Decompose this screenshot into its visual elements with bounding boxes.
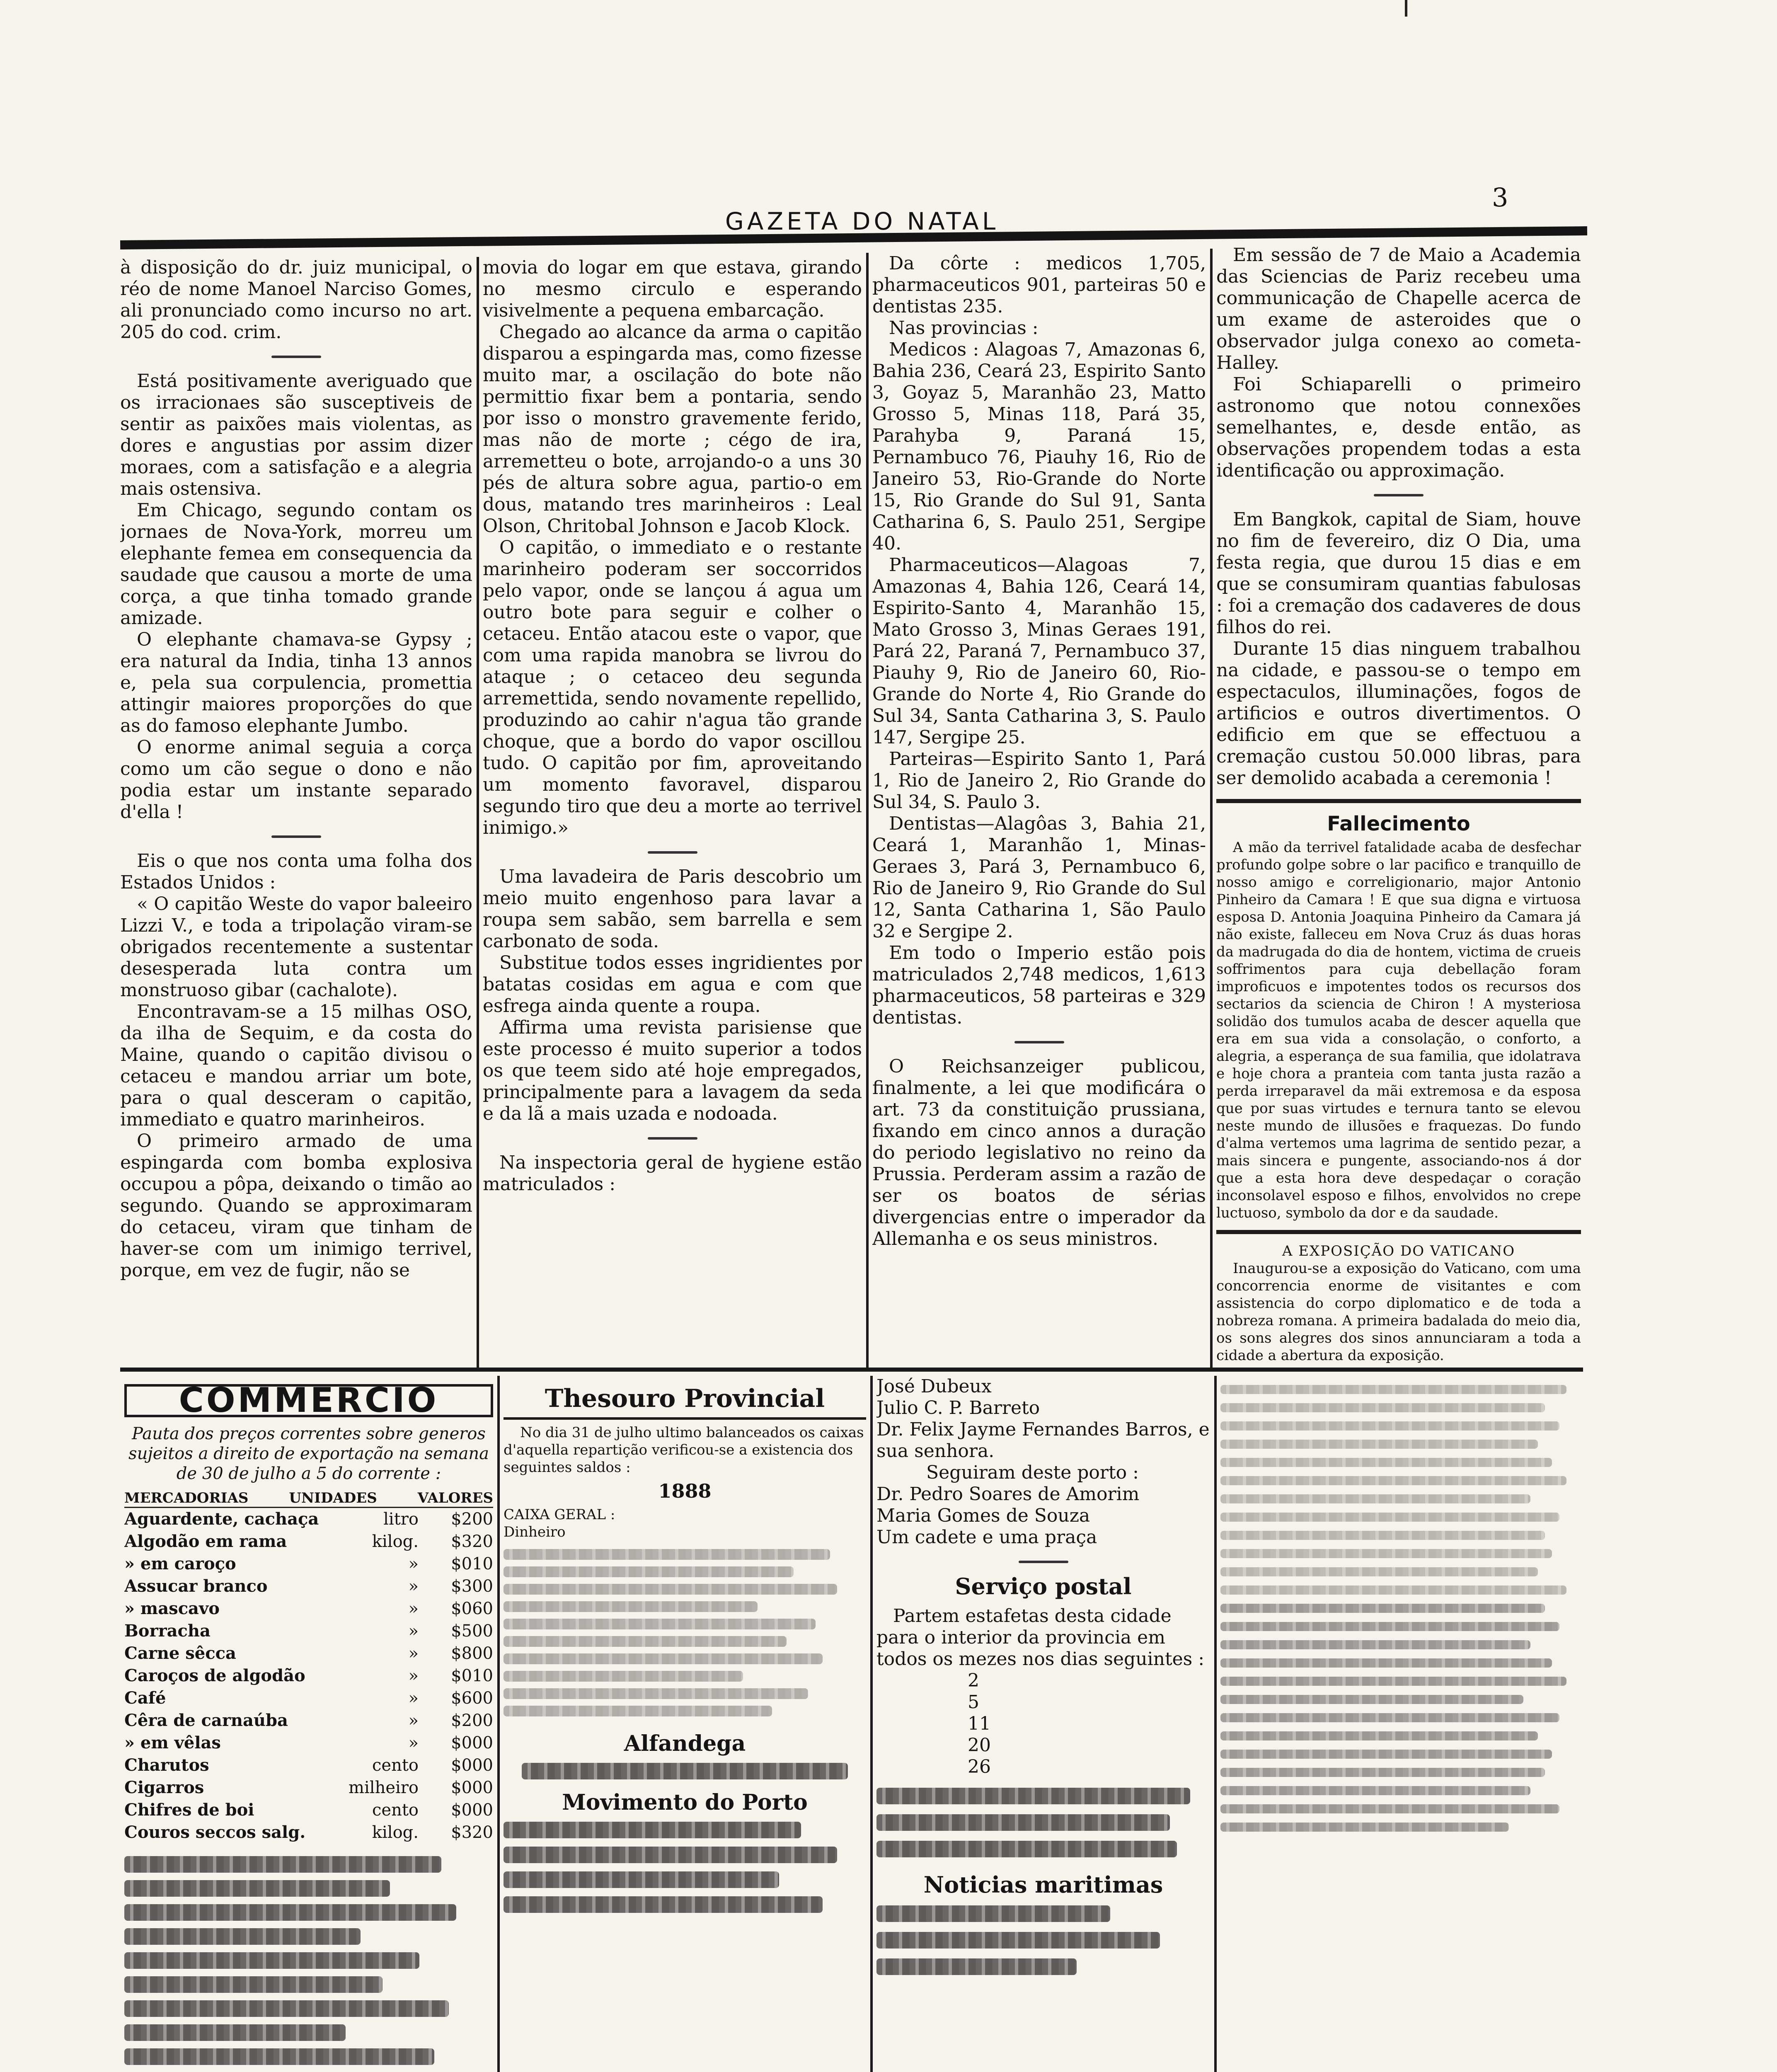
separator (1014, 1041, 1064, 1043)
commercio-value: $010 (451, 1666, 493, 1685)
section-divider (120, 1368, 1583, 1372)
illegible-row (504, 1549, 830, 1560)
article-paragraph: Dentistas—Alagôas 3, Bahia 21, Ceará 1, Maranhão 1, Minas-Geraes 3, Pará 3, Pernambuco 6, Rio de Janeiro 9, Rio Grande do Sul 12, Santa Catharina 1, São Paulo 32 e Sergipe 2. (872, 813, 1206, 942)
separator (648, 1137, 697, 1140)
commercio-item: Carne sêcca (124, 1644, 236, 1663)
commercio-value: $300 (451, 1577, 493, 1596)
commercio-row (124, 1687, 493, 1709)
exposicao-title: A EXPOSIÇÃO DO VATICANO (1282, 1243, 1516, 1259)
commercio-item: Algodão em rama (124, 1532, 287, 1551)
illegible-row (504, 1871, 779, 1888)
illegible-row (504, 1566, 794, 1577)
passenger-name: José Dubeux (876, 1376, 992, 1397)
column-rule (497, 1376, 500, 2072)
illegible-row (1220, 1622, 1559, 1631)
commercio-unit: » (408, 1689, 419, 1708)
illegible-row (1220, 1494, 1530, 1503)
commercio-item: Chifres de boi (124, 1800, 254, 1820)
commercio-item: Cêra de carnaúba (124, 1711, 288, 1730)
commercio-value: $600 (451, 1689, 493, 1708)
fallecimento-title: Fallecimento (1327, 812, 1470, 835)
illegible-row (124, 2048, 434, 2065)
illegible-row (124, 1928, 361, 1945)
illegible-row (1220, 1677, 1566, 1686)
commercio-unit: » (408, 1644, 419, 1663)
commercio-value: $000 (451, 1801, 493, 1820)
article-paragraph: Encontravam-se a 15 milhas OSO, da ilha de Sequim, e da costa do Maine, quando o capitão divisou o cetaceu e mandou arriar um bote, para o qual desceram o capitão, immediato e quatro marinheiros. (120, 1001, 472, 1130)
commercio-item: Caroços de algodão (124, 1666, 305, 1685)
illegible-row (1220, 1804, 1559, 1813)
article-paragraph: O elephante chamava-se Gypsy ; era natural da India, tinha 13 annos e, pela sua corpulencia, promettia attingir maiores proporções do que as do famoso elephante Jumbo. (120, 629, 472, 736)
illegible-row (1220, 1823, 1509, 1832)
article-paragraph: O enorme animal seguia a corça como um cão segue o dono e não podia estar um instante separado d'ella ! (120, 737, 472, 823)
column-3 (872, 253, 1206, 1368)
page-number: 3 (1492, 182, 1508, 213)
article-paragraph: Pharmaceuticos—Alagoas 7, Amazonas 4, Bahia 126, Ceará 14, Espirito-Santo 4, Maranhão 15, Mato Grosso 3, Minas Geraes 191, Pará 22, Paraná 7, Pernambuco 37, Piauhy 9, Rio de Janeiro 60, Rio-Grande do Norte 4, Rio Grande do Sul 34, Santa Catharina 3, S. Paulo 147, Sergipe 25. (872, 554, 1206, 748)
article-paragraph: movia do logar em que estava, girando no mesmo circulo e esperando visivelmente a pequena embarcação. (483, 257, 862, 321)
illegible-row (504, 1619, 816, 1629)
article-paragraph: Eis o que nos conta uma folha dos Estados Unidos : (120, 850, 472, 893)
commercio-value: $060 (451, 1599, 493, 1618)
column-4 (1216, 244, 1581, 1368)
article-paragraph: Substitue todos esses ingridientes por batatas cosidas em agua e com que esfrega ainda quente a roupa. (483, 952, 862, 1017)
illegible-row (124, 1952, 419, 1969)
illegible-row (1220, 1585, 1566, 1595)
illegible-row (504, 1688, 808, 1699)
postal-dates (876, 1670, 1210, 1778)
exposicao-text: Inaugurou-se a exposição do Vaticano, com uma concorrencia enorme de visitantes e com assistencia do corpo diplomatico e de toda a nobreza romana. A primeira badalada do meio dia, os sons alegres dos sinos annunciaram a toda a cidade a abertura da exposição. (1216, 1260, 1581, 1364)
article-paragraph: Na inspectoria geral de hygiene estão matriculados : (483, 1152, 862, 1195)
commercio-value: $200 (451, 1711, 493, 1730)
article-paragraph: Nas provincias : (889, 317, 1039, 339)
illegible-row (876, 1958, 1077, 1975)
passenger-name: Maria Gomes de Souza (876, 1505, 1090, 1526)
article-paragraph: Foi Schiaparelli o primeiro astronomo que notou connexões semelhantes, e, desde então, as observações propendem todas a esta identificação ou approximação. (1216, 374, 1581, 481)
article-paragraph: Está positivamente averiguado que os irracionaes são susceptiveis de sentir as paixões mais violentas, as dores e angustias por assim dizer moraes, com a satisfação e a alegria mais ostensiva. (120, 370, 472, 499)
separator (1019, 1561, 1068, 1563)
article-paragraph: Em Bangkok, capital de Siam, houve no fim de fevereiro, diz O Dia, uma festa regia, que durou 15 dias e em que se consumiram quantias fabulosas : foi a cremação dos cadaveres de dous filhos do rei. (1216, 509, 1581, 638)
article-paragraph: O primeiro armado de uma espingarda com bomba explosiva occupou a pôpa, deixando o timão ao segundo. Quando se approximaram do cetaceu, viram que tinham de haver-se com um inimigo terrivel, porque, em vez de fugir, não se (120, 1130, 472, 1281)
commercio-item: Borracha (124, 1621, 211, 1641)
thesouro-section (504, 1384, 866, 2072)
column-rule (1210, 249, 1213, 1368)
thesouro-intro: No dia 31 de julho ultimo balanceados os caixas d'aquella repartição verificou-se a existencia dos seguintes saldos : (504, 1424, 864, 1476)
seguiram-label: Seguiram deste porto : (926, 1462, 1139, 1483)
commercio-unit: » (408, 1622, 419, 1641)
illegible-row (1220, 1440, 1538, 1449)
commercio-item: » em caroço (124, 1554, 236, 1573)
commercio-item: Couros seccos salg. (124, 1823, 306, 1842)
article-paragraph: Da côrte : medicos 1,705, pharmaceuticos 901, parteiras 50 e dentistas 235. (872, 253, 1206, 317)
commercio-section (124, 1384, 493, 2072)
illegible-row (876, 1814, 1170, 1831)
commercio-value: $010 (451, 1554, 493, 1573)
commercio-value: $500 (451, 1622, 493, 1641)
dinheiro-label: Dinheiro (504, 1524, 566, 1540)
illegible-row (1220, 1549, 1552, 1558)
separator (1374, 494, 1424, 496)
illegible-row (1220, 1458, 1552, 1467)
servico-text: Partem estafetas desta cidade para o interior da provincia em todos os mezes nos dias seguintes : (876, 1605, 1205, 1670)
commercio-value: $000 (451, 1778, 493, 1797)
commercio-row (124, 1508, 493, 1530)
illegible-row (1220, 1658, 1552, 1668)
commercio-item: Assucar branco (124, 1576, 268, 1596)
illegible-row (1220, 1604, 1545, 1613)
top-mark (1405, 0, 1407, 17)
illegible-row (504, 1822, 801, 1838)
postal-date: 26 (968, 1756, 991, 1777)
faded-ledger (504, 1549, 866, 1716)
commercio-unit: » (408, 1599, 419, 1618)
commercio-subtitle: Pauta dos preços correntes sobre generos sujeitos a direito de exportação na semana de 30 de julho a 5 do corrente : (128, 1424, 489, 1483)
illegible-row (124, 1880, 390, 1897)
commercio-unit: milheiro (349, 1778, 419, 1797)
illegible-row (1220, 1731, 1538, 1740)
section-rule (1216, 799, 1581, 803)
illegible-row (504, 1896, 823, 1913)
passengers-section (876, 1376, 1210, 2072)
commercio-item: Aguardente, cachaça (124, 1509, 319, 1529)
illegible-row (876, 1841, 1177, 1857)
illegible-row (504, 1584, 837, 1595)
commercio-unit: » (408, 1711, 419, 1730)
column-2 (483, 257, 862, 1368)
commercio-item: » em vêlas (124, 1733, 221, 1752)
commercio-row (124, 1575, 493, 1598)
article-paragraph: Em Chicago, segundo contam os jornaes de Nova-York, morreu um elephante femea em consequencia da saudade que causou a morte de uma corça, a que tinha tomado grande amizade. (120, 500, 472, 629)
commercio-unit: kilog. (372, 1532, 419, 1551)
commercio-row (124, 1709, 493, 1732)
illegible-row (1220, 1640, 1530, 1649)
commercio-row (124, 1665, 493, 1687)
illegible-row (1220, 1713, 1559, 1722)
movimento-title: Movimento do Porto (562, 1790, 808, 1815)
postal-date: 11 (968, 1713, 991, 1734)
illegible-row (1220, 1695, 1523, 1704)
postal-date: 20 (968, 1735, 991, 1756)
commercio-row (124, 1732, 493, 1754)
separator (271, 835, 321, 838)
illegible-row (504, 1706, 772, 1716)
commercio-unit: cento (372, 1756, 419, 1775)
commercio-unit: » (408, 1577, 419, 1596)
illegible-row (124, 1856, 441, 1873)
illegible-row (504, 1636, 787, 1647)
fallecimento-text: A mão da terrivel fatalidade acaba de desfechar profundo golpe sobre o lar pacifico e tranquillo de nosso amigo e correligionario, major Antonio Pinheiro da Camara ! E que sua digna e virtuosa esposa D. Antonia Joaquina Pinheiro da Camara já não existe, falleceu em Nova Cruz ás duas horas da madrugada do dia de hontem, victima de crueis soffrimentos para cuja debellação foram improficuos e impotentes todos os recursos dos sectarios da sciencia de Chiron ! A mysteriosa solidão dos tumulos acaba de descer aquella que era em sua vida a consolação, o conforto, a alegria, a esperança de sua familia, que idolatrava e hoje chora a pranteia com tanta justa razão a perda irreparavel da mãi extremosa e da esposa que por suas virtudes e ternura tanto se elevou neste mundo de illusões e fraquezas. Do fundo d'alma vertemos uma lagrima de sentido pezar, a mais sincera e pungente, associando-nos á dor que a esta hora deve despedaçar o coração inconsolavel esposo e filhos, envolvidos no crepe luctuoso, symbolo da dor e da saudade. (1216, 839, 1581, 1221)
illegible-row (1220, 1403, 1545, 1412)
passenger-name: Um cadete e uma praça (876, 1527, 1097, 1548)
commercio-value: $320 (451, 1823, 493, 1842)
illegible-row (522, 1763, 848, 1779)
col-header: MERCADORIAS (124, 1490, 249, 1506)
illegible-row (1220, 1567, 1538, 1576)
smeared-rows (124, 1856, 493, 2072)
article-paragraph: Parteiras—Espirito Santo 1, Pará 1, Rio de Janeiro 2, Rio Grande do Sul 34, S. Paulo 3. (872, 748, 1206, 813)
passenger-name: Dr. Pedro Soares de Amorim (876, 1484, 1140, 1505)
column-rule (870, 1376, 873, 2072)
commercio-row (124, 1799, 493, 1821)
column-rule (1214, 1376, 1217, 2072)
illegible-row (1220, 1476, 1566, 1485)
col-header: VALORES (417, 1490, 493, 1506)
illegible-row (876, 1905, 1110, 1922)
column-rule (477, 257, 479, 1368)
illegible-row (1220, 1750, 1552, 1759)
passenger-name: Julio C. P. Barreto (876, 1397, 1040, 1418)
commercio-row (124, 1598, 493, 1620)
postal-date: 5 (968, 1692, 979, 1713)
article-paragraph: Medicos : Alagoas 7, Amazonas 6, Bahia 236, Ceará 23, Espirito Santo 3, Goyaz 5, Maranhão 23, Matto Grosso 5, Minas 118, Pará 35, Parahyba 9, Paraná 15, Pernambuco 76, Piauhy 16, Rio de Janeiro 53, Rio-Grande do Norte 15, Rio Grande do Sul 91, Santa Catharina 6, S. Paulo 251, Sergipe 40. (872, 339, 1206, 554)
article-paragraph: Em sessão de 7 de Maio a Academia das Sciencias de Pariz recebeu uma communicação de Chapelle acerca de um exame de asteroides que o observador julga conexo ao cometa-Halley. (1216, 244, 1581, 373)
commercio-item: Café (124, 1688, 166, 1708)
commercio-unit: » (408, 1733, 419, 1752)
illegible-row (504, 1653, 823, 1664)
passenger-name: Dr. Felix Jayme Fernandes Barros, e sua senhora. (876, 1419, 1210, 1462)
commercio-item: Cigarros (124, 1778, 204, 1797)
article-paragraph: à disposição do dr. juiz municipal, o réo de nome Manoel Narciso Gomes, ali pronunciado como incurso no art. 205 do cod. crim. (120, 257, 472, 343)
commercio-table (124, 1508, 493, 1844)
commercio-unit: kilog. (372, 1823, 419, 1842)
commercio-title: COMMERCIO (124, 1384, 493, 1417)
commercio-unit: litro (383, 1510, 419, 1529)
alfandega-title: Alfandega (624, 1731, 746, 1756)
commercio-row (124, 1553, 493, 1575)
article-paragraph: O Reichsanzeiger publicou, finalmente, a lei que modificára o art. 73 da constituição prussiana, fixando em cinco annos a duração do periodo legislativo no reino da Prussia. Perderam assim a razão de ser os boatos de sérias divergencias entre o imperador da Allemanha e os seus ministros. (872, 1056, 1206, 1249)
thesouro-title: Thesouro Provincial (545, 1384, 825, 1413)
commercio-unit: cento (372, 1801, 419, 1820)
commercio-unit: » (408, 1666, 419, 1685)
separator (648, 851, 697, 854)
thesouro-year: 1888 (658, 1480, 712, 1502)
masthead-title: GAZETA DO NATAL (725, 207, 999, 235)
illegible-row (1220, 1421, 1559, 1431)
illegible-row (124, 2000, 449, 2017)
column-1 (120, 257, 472, 1368)
illegible-row (1220, 1786, 1530, 1795)
noticias-title: Noticias maritimas (923, 1871, 1163, 1898)
illegible-row (124, 1976, 383, 1993)
postal-date: 2 (968, 1670, 979, 1691)
article-paragraph: Uma lavadeira de Paris descobrio um meio muito engenhoso para lavar a roupa sem sabão, sem barrella e sem carbonato de soda. (483, 866, 862, 952)
column-rule (866, 253, 869, 1368)
illegible-row (504, 1671, 743, 1682)
commercio-row (124, 1777, 493, 1799)
commercio-value: $800 (451, 1644, 493, 1663)
faded-column (1220, 1376, 1581, 2072)
caixa-geral-label: CAIXA GERAL : (504, 1506, 615, 1523)
commercio-row (124, 1530, 493, 1553)
article-paragraph: Affirma uma revista parisiense que este processo é muito superior a todos os que teem sido até hoje empregados, principalmente para a lavagem da seda e da lã a mais uzada e nodoada. (483, 1017, 862, 1124)
article-paragraph: « O capitão Weste do vapor baleeiro Lizzi V., e toda a tripolação viram-se obrigados recentemente a sustentar desesperada luta contra um monstruoso gibar (cachalote). (120, 893, 472, 1001)
illegible-row (876, 1788, 1190, 1804)
commercio-value: $000 (451, 1756, 493, 1775)
commercio-row (124, 1642, 493, 1665)
commercio-item: Charutos (124, 1755, 209, 1775)
illegible-row (1220, 1513, 1559, 1522)
article-paragraph: Chegado ao alcance da arma o capitão disparou a espingarda mas, como fizesse muito mar, a oscilação do bote não permittio fixar bem a pontaria, sendo por isso o monstro gravemente ferido, mas não de morte ; cégo de ira, arremetteu o bote, arrojando-o a uns 30 pés de altura sobre agua, partio-o em dous, matando tres marinheiros : Leal Olson, Chritobal Johnson e Jacob Klock. (483, 322, 862, 537)
servico-title: Serviço postal (955, 1573, 1132, 1600)
illegible-row (504, 1847, 837, 1863)
article-paragraph: Durante 15 dias ninguem trabalhou na cidade, e passou-se o tempo em espectaculos, illuminações, fogos de artificios e outros divertimentos. O edificio em que se effectuou a cremação custou 50.000 libras, para ser demolido acabada a ceremonia ! (1216, 638, 1581, 789)
separator (271, 356, 321, 358)
commercio-value: $320 (451, 1532, 493, 1551)
illegible-row (1220, 1768, 1545, 1777)
commercio-row (124, 1754, 493, 1777)
illegible-row (1220, 1385, 1566, 1394)
commercio-value: $200 (451, 1510, 493, 1529)
section-rule (504, 1417, 866, 1420)
illegible-row (1220, 1531, 1545, 1540)
illegible-row (124, 2024, 346, 2041)
commercio-unit: » (408, 1554, 419, 1573)
commercio-row (124, 1620, 493, 1642)
illegible-row (504, 1601, 758, 1612)
col-header: UNIDADES (289, 1490, 377, 1506)
commercio-row (124, 1821, 493, 1844)
section-rule (1216, 1230, 1581, 1234)
illegible-row (876, 1932, 1160, 1949)
commercio-item: » mascavo (124, 1599, 220, 1618)
commercio-header (124, 1489, 493, 1508)
article-paragraph: Em todo o Imperio estão pois matriculados 2,748 medicos, 1,613 pharmaceuticos, 58 parteiras e 329 dentistas. (872, 942, 1206, 1028)
commercio-value: $000 (451, 1733, 493, 1752)
illegible-row (124, 1904, 456, 1921)
article-paragraph: O capitão, o immediato e o restante marinheiro poderam ser soccorridos pelo vapor, onde se lançou á agua um outro bote para seguir e colher o cetaceu. Então atacou este o vapor, que com uma rapida manobra se livrou do ataque ; o cetaceo deu segunda arremettida, sendo novamente repellido, produzindo ao cahir n'agua tão grande choque, que a bordo do vapor oscillou tudo. O capitão por fim, aproveitando um momento favoravel, disparou segundo tiro que deu a morte ao terrivel inimigo.» (483, 537, 862, 838)
